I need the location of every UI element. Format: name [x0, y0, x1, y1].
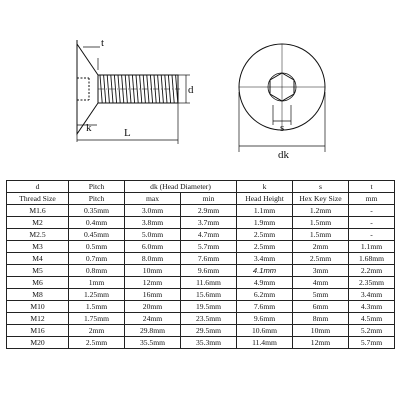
table-cell: 2.5mm	[237, 241, 293, 253]
table-cell: 2.2mm	[349, 265, 395, 277]
table-cell: 15.6mm	[181, 289, 237, 301]
table-cell: 8mm	[293, 313, 349, 325]
table-cell: 4mm	[293, 277, 349, 289]
subheader-hex-key-size: Hex Key Size	[293, 193, 349, 205]
table-cell: 5.2mm	[349, 325, 395, 337]
table-cell: 9.6mm	[237, 313, 293, 325]
label-t: t	[101, 37, 105, 49]
table-cell: 16mm	[125, 289, 181, 301]
subheader-head-height: Head Height	[237, 193, 293, 205]
table-cell: 1.1mm	[237, 205, 293, 217]
table-cell: 1.2mm	[293, 205, 349, 217]
table-cell: 5.7mm	[349, 337, 395, 349]
table-cell: M8	[7, 289, 69, 301]
table-row	[7, 253, 395, 265]
header-pitch: Pitch	[69, 181, 125, 193]
table-cell: 1.68mm	[349, 253, 395, 265]
table-cell: 0.45mm	[69, 229, 125, 241]
thread-line	[129, 75, 131, 103]
table-row	[7, 313, 395, 325]
subheader-thread-size: Thread Size	[7, 193, 69, 205]
table-row	[7, 229, 395, 241]
table-cell: M4	[7, 253, 69, 265]
spec-table-body	[7, 205, 395, 349]
table-cell: 9.6mm	[181, 265, 237, 277]
table-cell: 3mm	[293, 265, 349, 277]
table-cell: 2.35mm	[349, 277, 395, 289]
table-cell: 11.4mm	[237, 337, 293, 349]
table-cell: 3.7mm	[181, 217, 237, 229]
table-cell: 6.2mm	[237, 289, 293, 301]
table-cell: M10	[7, 301, 69, 313]
table-row	[7, 265, 395, 277]
table-cell: 1.5mm	[293, 229, 349, 241]
table-cell: 4.7mm	[181, 229, 237, 241]
table-row	[7, 301, 395, 313]
table-cell: 23.5mm	[181, 313, 237, 325]
subheader-max: max	[125, 193, 181, 205]
table-cell: 35.5mm	[125, 337, 181, 349]
dimension-labels-top	[278, 122, 290, 161]
table-cell: 8.0mm	[125, 253, 181, 265]
table-cell: 3.4mm	[237, 253, 293, 265]
table-cell: M2.5	[7, 229, 69, 241]
table-cell: M3	[7, 241, 69, 253]
label-s: s	[280, 122, 285, 134]
table-cell: 12mm	[125, 277, 181, 289]
table-cell: -	[349, 229, 395, 241]
table-cell: 2.5mm	[69, 337, 125, 349]
table-cell: 20mm	[125, 301, 181, 313]
table-cell: 0.7mm	[69, 253, 125, 265]
table-cell: M2	[7, 217, 69, 229]
header-dk: dk (Head Diameter)	[125, 181, 237, 193]
table-cell: 7.6mm	[181, 253, 237, 265]
table-cell: -	[349, 217, 395, 229]
table-cell: M1.6	[7, 205, 69, 217]
table-cell: 24mm	[125, 313, 181, 325]
table-cell: 2.9mm	[181, 205, 237, 217]
table-cell: 29.5mm	[181, 325, 237, 337]
header-k: k	[237, 181, 293, 193]
table-cell: 0.8mm	[69, 265, 125, 277]
table-cell: 7.6mm	[237, 301, 293, 313]
table-cell: 2.5mm	[237, 229, 293, 241]
subheader-min: min	[181, 193, 237, 205]
table-cell: 29.8mm	[125, 325, 181, 337]
table-cell: 11.6mm	[181, 277, 237, 289]
table-cell: 1.1mm	[349, 241, 395, 253]
table-cell: 5.0mm	[125, 229, 181, 241]
table-cell: 1.25mm	[69, 289, 125, 301]
table-cell: 10.6mm	[237, 325, 293, 337]
table-cell: 5.7mm	[181, 241, 237, 253]
table-cell: -	[349, 205, 395, 217]
screw-side-view	[77, 40, 190, 144]
table-cell: 2mm	[69, 325, 125, 337]
table-cell: 6.0mm	[125, 241, 181, 253]
table-cell: 0.4mm	[69, 217, 125, 229]
label-k: k	[86, 122, 92, 134]
table-row	[7, 241, 395, 253]
screw-technical-drawing	[0, 0, 400, 170]
table-cell: 4.5mm	[349, 313, 395, 325]
header-d: d	[7, 181, 69, 193]
table-cell: M12	[7, 313, 69, 325]
subheader-mm: mm	[349, 193, 395, 205]
table-cell: 1.5mm	[69, 301, 125, 313]
table-row	[7, 277, 395, 289]
screw-threads	[100, 75, 178, 103]
screw-spec-table	[6, 180, 395, 349]
label-dk: dk	[278, 149, 289, 161]
hex-socket-hidden-line	[77, 78, 89, 100]
table-row	[7, 205, 395, 217]
table-row	[7, 217, 395, 229]
table-cell: M5	[7, 265, 69, 277]
table-cell: 10mm	[125, 265, 181, 277]
table-cell: 0.35mm	[69, 205, 125, 217]
table-cell: 3.4mm	[349, 289, 395, 301]
table-cell: 4.1mm	[237, 265, 293, 277]
table-header-row-1	[7, 181, 395, 193]
header-s: s	[293, 181, 349, 193]
table-cell: 6mm	[293, 301, 349, 313]
table-cell: 2mm	[293, 241, 349, 253]
table-cell: 1.5mm	[293, 217, 349, 229]
label-L: L	[124, 127, 131, 139]
table-cell: 0.5mm	[69, 241, 125, 253]
table-row	[7, 289, 395, 301]
label-d: d	[188, 84, 194, 96]
subheader-pitch: Pitch	[69, 193, 125, 205]
table-cell: M20	[7, 337, 69, 349]
table-cell: M16	[7, 325, 69, 337]
table-cell: 3.8mm	[125, 217, 181, 229]
table-cell: 3.0mm	[125, 205, 181, 217]
table-row	[7, 325, 395, 337]
table-cell: 1.75mm	[69, 313, 125, 325]
table-cell: 4.9mm	[237, 277, 293, 289]
table-cell: 5mm	[293, 289, 349, 301]
screw-head-outline	[77, 44, 98, 134]
table-cell: 10mm	[293, 325, 349, 337]
table-cell: 35.3mm	[181, 337, 237, 349]
table-cell: 12mm	[293, 337, 349, 349]
table-cell: 2.5mm	[293, 253, 349, 265]
table-cell: 1.9mm	[237, 217, 293, 229]
screw-top-view	[239, 44, 325, 152]
table-cell: 4.3mm	[349, 301, 395, 313]
table-cell: 19.5mm	[181, 301, 237, 313]
table-header-row-2	[7, 193, 395, 205]
thread-line	[118, 75, 120, 103]
table-cell: 1mm	[69, 277, 125, 289]
table-cell: M6	[7, 277, 69, 289]
header-t: t	[349, 181, 395, 193]
table-row	[7, 337, 395, 349]
